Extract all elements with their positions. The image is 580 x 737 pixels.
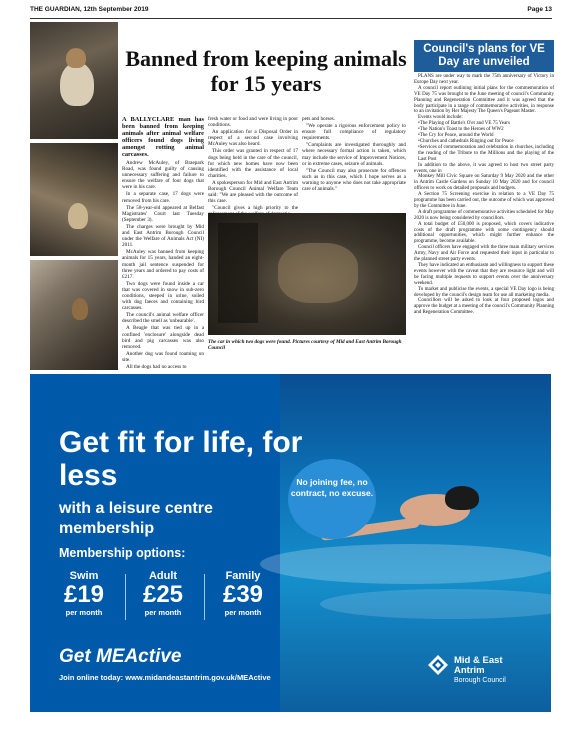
article-headline: Banned from keeping animals for 15 years [125,46,407,96]
price-period: per month [65,608,103,617]
sidebar-paragraph: Monkey Mill Civic Square on Saturday 9 May 2020 and the other in Antrim Castle Gardens on Sunday 10 May 2020 and for council officers to work on detailed proposals and budgets. [414,174,554,192]
price-divider [204,574,205,620]
price-value: £19 [63,581,105,608]
council-name-line: Mid & East [454,655,503,666]
article-lede: A BALLYCLARE man has been banned from keeping animals after animal welfare officers found dogs living amongst rotting animal carcasses. [122,116,204,158]
sidebar-bullet: •Churches and cathedrals Ringing out for Peace [418,138,514,144]
article-paragraph: This order was granted in respect of 17 dogs being held in the care of the council, for which new homes have now been identified with the assistance of local charities. [208,148,298,179]
price-period: per month [144,608,182,617]
sidebar-paragraph: In addition to the above, it was agreed to host two street party events, one in [414,162,554,174]
sidebar-headline: Council's plans for VE Day are unveiled [414,40,554,72]
sidebar-paragraph: Councillors will be asked to look at four proposed logos and approve the budget at a meeting of the council's Community Planning and Regeneration Committee. [414,298,554,316]
article-paragraph: An application for a Disposal Order in respect of a second case involving McAuley was also heard. [208,129,298,148]
dog-photo-middle [30,143,118,256]
sidebar-paragraph: Events would include: [418,115,463,121]
price-value: £25 [142,581,184,608]
council-name-line: Antrim [454,665,485,676]
page-header [30,6,552,19]
article-paragraph: "The Council may also prosecute for offences such as in this case, which I hope serves as a warning to anyone who does not take appropriate care of animals." [302,167,406,193]
article-paragraph: Another dog was found roaming on site. [122,350,204,363]
advert-headline: Get fit for life, for less [59,426,303,492]
article-column-2 [208,116,298,219]
sidebar-paragraph: Council officers have engaged with the three main military services Army, Navy and Air Force and requested their input in particular to the planned street party events. [414,245,554,263]
sidebar-bullet: •The Nation's Toast to the Heroes of WW2 [418,127,504,133]
meactive-logo-text: Get MEActive [59,646,182,667]
sidebar-bullet: •Services of commemoration and celebration in churches, including the reading of the Tribute to the Millions and the playing of the Last Post [418,144,554,162]
article-paragraph: "We operate a rigorous enforcement policy to ensure full compliance of regulatory requirements. [302,123,406,142]
sidebar-paragraph: A draft programme of commemorative activities scheduled for May 2020 is now being considered by councillors. [414,209,554,221]
price-value: £39 [222,581,264,608]
newspaper-date: THE GUARDIAN, 12th September 2019 [30,6,149,13]
sidebar-paragraph: A Section 75 Screening exercise in relation to a VE Day 75 programme has been carried out, the outcome of which was approved by the Committee in June. [414,192,554,209]
price-swim [54,570,114,617]
dog-photo-bottom [30,260,118,370]
price-label: Swim [69,570,99,582]
sidebar-paragraph: They have indicated an enthusiasm and willingness to support these events however with the caveat that they are resource light and will be facing multiple requests to support events over the anniversary weekend. [414,263,554,286]
sidebar-paragraph: To market and publicise the events, a special VE Day logo is being developed by the council's design team for use all marketing media. [414,286,554,298]
article-paragraph: Andrew McAuley, of Braepark Road, was found guilty of causing unnecessary suffering and failure to ensure the welfare of four dogs that were in his care. [122,160,204,191]
swimmer-image [280,374,551,712]
article-paragraph: All the dogs had no access to [126,364,187,370]
article-paragraph: "Complaints are investigated thoroughly and where necessary formal action is taken, which may include the service of Improvement Notices, or in extreme cases, seizure of animals. [302,142,406,167]
advert-subheadline: with a leisure centre membership [59,500,213,537]
article-column-1 [122,116,204,371]
sidebar-paragraph: A council report outlining initial plans for the commemoration of VE Day 75 was brought to the June meeting of council's Community Planning and Regeneration Committee and it was agreed that the body participate in a range of commemorative activities, in response to an invitation by Her Majesty The Queen's Pageant Master. [414,85,554,115]
article-paragraph: fresh water or food and were living in poor conditions. [208,116,298,129]
page-number: Page 13 [527,6,552,13]
article-paragraph: McAuley was banned from keeping animals for 15 years, handed an eight-month jail sentence suspended for three years and ordered to pay costs of £217. [122,249,204,280]
sidebar-bullet: •The Cry for Peace, around the World [418,133,494,139]
no-fee-bubble: No joining fee, no contract, no excuse. [288,459,376,539]
join-online-link[interactable]: Join online today: www.midandeastantrim.gov.uk/MEActive [59,673,271,682]
article-paragraph: A Beagle that was tied up in a confined 'enclosure' alongside dead bird and pig carcasses was also removed. [122,325,204,350]
council-crest-icon [427,654,449,676]
price-label: Adult [148,570,178,582]
article-paragraph: A spokesperson for Mid and East Antrim Borough Council Animal Welfare Team said: "We are pleased with the outcome of this case. [208,179,298,205]
photo-caption: The car in which two dogs were found. Pictures courtesy of Mid and East Antrim Borough Council [208,339,402,351]
price-adult [133,570,193,617]
article-paragraph: Two dogs were found inside a car that was covered in snow in sub-zero conditions, steeped in urine, soiled with dog faeces and containing bird carcasses. [122,280,204,312]
council-logo-text [454,656,506,686]
article-paragraph: pets and horses. [302,116,335,122]
dog-photo-top [30,22,118,139]
price-divider [125,574,126,620]
sidebar-bullet: •The Playing of Battle's O'er and VE 75 Years [418,121,510,127]
sidebar-paragraph: PLANS are under way to mark the 75th anniversary of Victory in Europe Day next year. [414,74,554,85]
article-paragraph: The 58-year-old appeared at Belfast Magistrates' Court last Tuesday (September 3). [122,204,204,223]
article-paragraph: In a separate case, 17 dogs were removed from his care. [122,191,204,204]
membership-options-label: Membership options: [59,546,186,560]
sidebar-article [414,74,554,316]
price-family [213,570,273,617]
article-column-3 [302,116,406,193]
price-label: Family [225,570,261,582]
article-paragraph: The council's animal welfare officer described the smell as 'unbearable'. [122,312,204,325]
car-interior-photo [208,213,406,335]
article-paragraph: The charges were brought by Mid and East Antrim Borough Council under the Welfare of Animals Act (NI) 2011. [122,223,204,249]
leisure-advert [30,374,551,712]
price-period: per month [224,608,262,617]
article-paragraph: "Council gives a high priority to the [212,205,298,212]
council-name-line: Borough Council [454,677,506,684]
sidebar-paragraph: A total budget of £50,000 is proposed, which covers indicative costs of the draft programme with some contingency should additional opportunities, which might further enhance the programme, become available. [414,221,554,245]
